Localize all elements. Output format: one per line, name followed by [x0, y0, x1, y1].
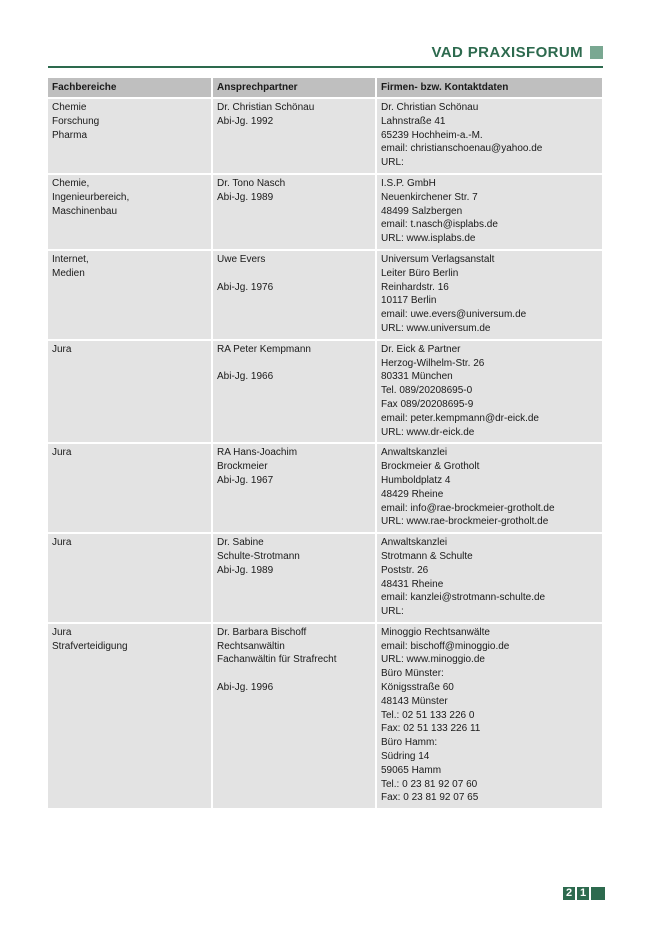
cell-kontaktdaten: [377, 624, 602, 810]
table-row: [48, 444, 602, 534]
cell-line: Neuenkirchener Str. 7: [381, 191, 478, 203]
cell-kontaktdaten: [377, 534, 602, 624]
page-number: [563, 887, 605, 900]
cell-line: URL: www.minoggio.de: [381, 654, 485, 666]
cell-line: URL:: [381, 606, 404, 618]
cell-line: Dr. Barbara Bischoff: [217, 626, 307, 638]
cell-ansprechpartner: [213, 534, 377, 624]
cell-line: Abi-Jg. 1989: [217, 564, 274, 576]
cell-line: Königsstraße 60: [381, 682, 454, 694]
cell-line: email: christianschoenau@yahoo.de: [381, 143, 543, 155]
cell-line: Abi-Jg. 1967: [217, 474, 274, 486]
cell-line: Poststr. 26: [381, 564, 429, 576]
cell-line: 59065 Hamm: [381, 764, 442, 776]
cell-line: Chemie,: [52, 177, 90, 189]
cell-line: 48429 Rheine: [381, 488, 444, 500]
table-row: [48, 175, 602, 251]
cell-line: 48143 Münster: [381, 695, 448, 707]
header-rule: [48, 66, 603, 68]
cell-line: Pharma: [52, 129, 88, 141]
cell-line: Tel.: 0 23 81 92 07 60: [381, 778, 478, 790]
cell-ansprechpartner: [213, 624, 377, 810]
cell-line: Medien: [52, 267, 85, 279]
cell-fachbereiche: [48, 624, 213, 810]
cell-line: Tel. 089/20208695-0: [381, 385, 473, 397]
cell-line: 48431 Rheine: [381, 578, 444, 590]
cell-line: Forschung: [52, 115, 100, 127]
table-row: [48, 624, 602, 810]
column-header-ansprechpartner: Ansprechpartner: [213, 78, 377, 99]
cell-line: Tel.: 02 51 133 226 0: [381, 709, 475, 721]
cell-line: Humboldplatz 4: [381, 474, 451, 486]
cell-line: Büro Hamm:: [381, 737, 438, 749]
cell-line: Dr. Christian Schönau: [381, 102, 479, 113]
cell-ansprechpartner: [213, 341, 377, 445]
cell-line: I.S.P. GmbH: [381, 177, 436, 189]
cell-line: Anwaltskanzlei: [381, 447, 448, 459]
cell-line: Abi-Jg. 1989: [217, 191, 274, 203]
cell-line: URL: www.rae-brockmeier-grotholt.de: [381, 516, 549, 528]
page-number-accent: [591, 887, 605, 900]
cell-line: Herzog-Wilhelm-Str. 26: [381, 357, 485, 369]
cell-ansprechpartner: [213, 175, 377, 251]
cell-line: Südring 14: [381, 751, 430, 763]
cell-line: URL: www.isplabs.de: [381, 233, 476, 245]
cell-line: Reinhardstr. 16: [381, 281, 449, 293]
cell-line: email: kanzlei@strotmann-schulte.de: [381, 592, 546, 604]
cell-line: email: t.nasch@isplabs.de: [381, 219, 498, 231]
page-number-digit: 1: [577, 887, 589, 900]
cell-line: [217, 667, 371, 681]
cell-line: Strafverteidigung: [52, 640, 128, 652]
cell-line: 65239 Hochheim-a.-M.: [381, 129, 483, 141]
cell-line: email: bischoff@minoggio.de: [381, 640, 510, 652]
cell-fachbereiche: [48, 175, 213, 251]
table-row: [48, 99, 602, 175]
page-number-digit: 2: [563, 887, 575, 900]
table-row: [48, 251, 602, 341]
cell-line: URL: www.dr-eick.de: [381, 426, 475, 438]
cell-line: Abi-Jg. 1976: [217, 281, 274, 293]
cell-ansprechpartner: [213, 444, 377, 534]
cell-line: Fax 089/20208695-9: [381, 398, 474, 410]
cell-line: Rechtsanwältin: [217, 640, 285, 652]
cell-line: Dr. Sabine: [217, 537, 264, 549]
cell-line: Abi-Jg. 1992: [217, 115, 274, 127]
cell-line: Büro Münster:: [381, 668, 444, 680]
cell-line: Leiter Büro Berlin: [381, 267, 459, 279]
cell-line: Fachanwältin für Strafrecht: [217, 654, 337, 666]
cell-line: Uwe Evers: [217, 253, 266, 265]
cell-fachbereiche: [48, 444, 213, 534]
table-row: [48, 534, 602, 624]
cell-line: 48499 Salzbergen: [381, 205, 463, 217]
cell-fachbereiche: [48, 341, 213, 445]
cell-line: Abi-Jg. 1966: [217, 371, 274, 383]
cell-line: 10117 Berlin: [381, 295, 437, 307]
cell-fachbereiche: [48, 534, 213, 624]
cell-line: Ingenieurbereich,: [52, 191, 130, 203]
cell-fachbereiche: [48, 251, 213, 341]
table-body: [48, 99, 602, 810]
cell-line: [217, 267, 371, 281]
cell-line: [217, 357, 371, 371]
cell-kontaktdaten: [377, 444, 602, 534]
cell-line: Brockmeier: [217, 461, 268, 473]
cell-ansprechpartner: [213, 251, 377, 341]
cell-line: RA Hans-Joachim: [217, 447, 298, 459]
cell-ansprechpartner: [213, 99, 377, 175]
cell-line: 80331 München: [381, 371, 453, 383]
cell-line: Dr. Eick & Partner: [381, 343, 461, 355]
cell-line: Fax: 0 23 81 92 07 65: [381, 792, 479, 804]
cell-line: Universum Verlagsanstalt: [381, 253, 495, 265]
cell-line: Dr. Christian Schönau: [217, 102, 315, 113]
cell-kontaktdaten: [377, 175, 602, 251]
cell-line: Lahnstraße 41: [381, 115, 446, 127]
cell-line: Dr. Tono Nasch: [217, 177, 286, 189]
cell-line: Maschinenbau: [52, 205, 118, 217]
column-header-fachbereiche: Fachbereiche: [48, 78, 213, 99]
cell-line: email: peter.kempmann@dr-eick.de: [381, 412, 539, 424]
cell-line: Jura: [52, 447, 72, 459]
cell-line: URL:: [381, 157, 404, 169]
cell-line: Jura: [52, 626, 72, 638]
cell-kontaktdaten: [377, 251, 602, 341]
column-header-kontaktdaten: Firmen- bzw. Kontaktdaten: [377, 78, 602, 99]
cell-line: Strotmann & Schulte: [381, 550, 473, 562]
cell-kontaktdaten: [377, 99, 602, 175]
cell-line: Brockmeier & Grotholt: [381, 461, 480, 473]
cell-line: Chemie: [52, 102, 87, 113]
cell-line: Internet,: [52, 253, 89, 265]
cell-fachbereiche: [48, 99, 213, 175]
cell-line: Jura: [52, 537, 72, 549]
cell-kontaktdaten: [377, 341, 602, 445]
cell-line: RA Peter Kempmann: [217, 343, 311, 355]
table-row: [48, 341, 602, 445]
page-header-title: VAD PRAXISFORUM: [431, 44, 583, 61]
cell-line: Minoggio Rechtsanwälte: [381, 626, 490, 638]
cell-line: Jura: [52, 343, 72, 355]
header-accent-square: [590, 46, 603, 59]
cell-line: Anwaltskanzlei: [381, 537, 448, 549]
table-header-row: [48, 78, 602, 99]
cell-line: email: uwe.evers@universum.de: [381, 309, 527, 321]
cell-line: Schulte-Strotmann: [217, 550, 300, 562]
cell-line: Fax: 02 51 133 226 11: [381, 723, 481, 735]
cell-line: email: info@rae-brockmeier-grotholt.de: [381, 502, 555, 514]
cell-line: URL: www.universum.de: [381, 322, 491, 334]
cell-line: Abi-Jg. 1996: [217, 682, 274, 694]
contact-table: [48, 78, 602, 810]
